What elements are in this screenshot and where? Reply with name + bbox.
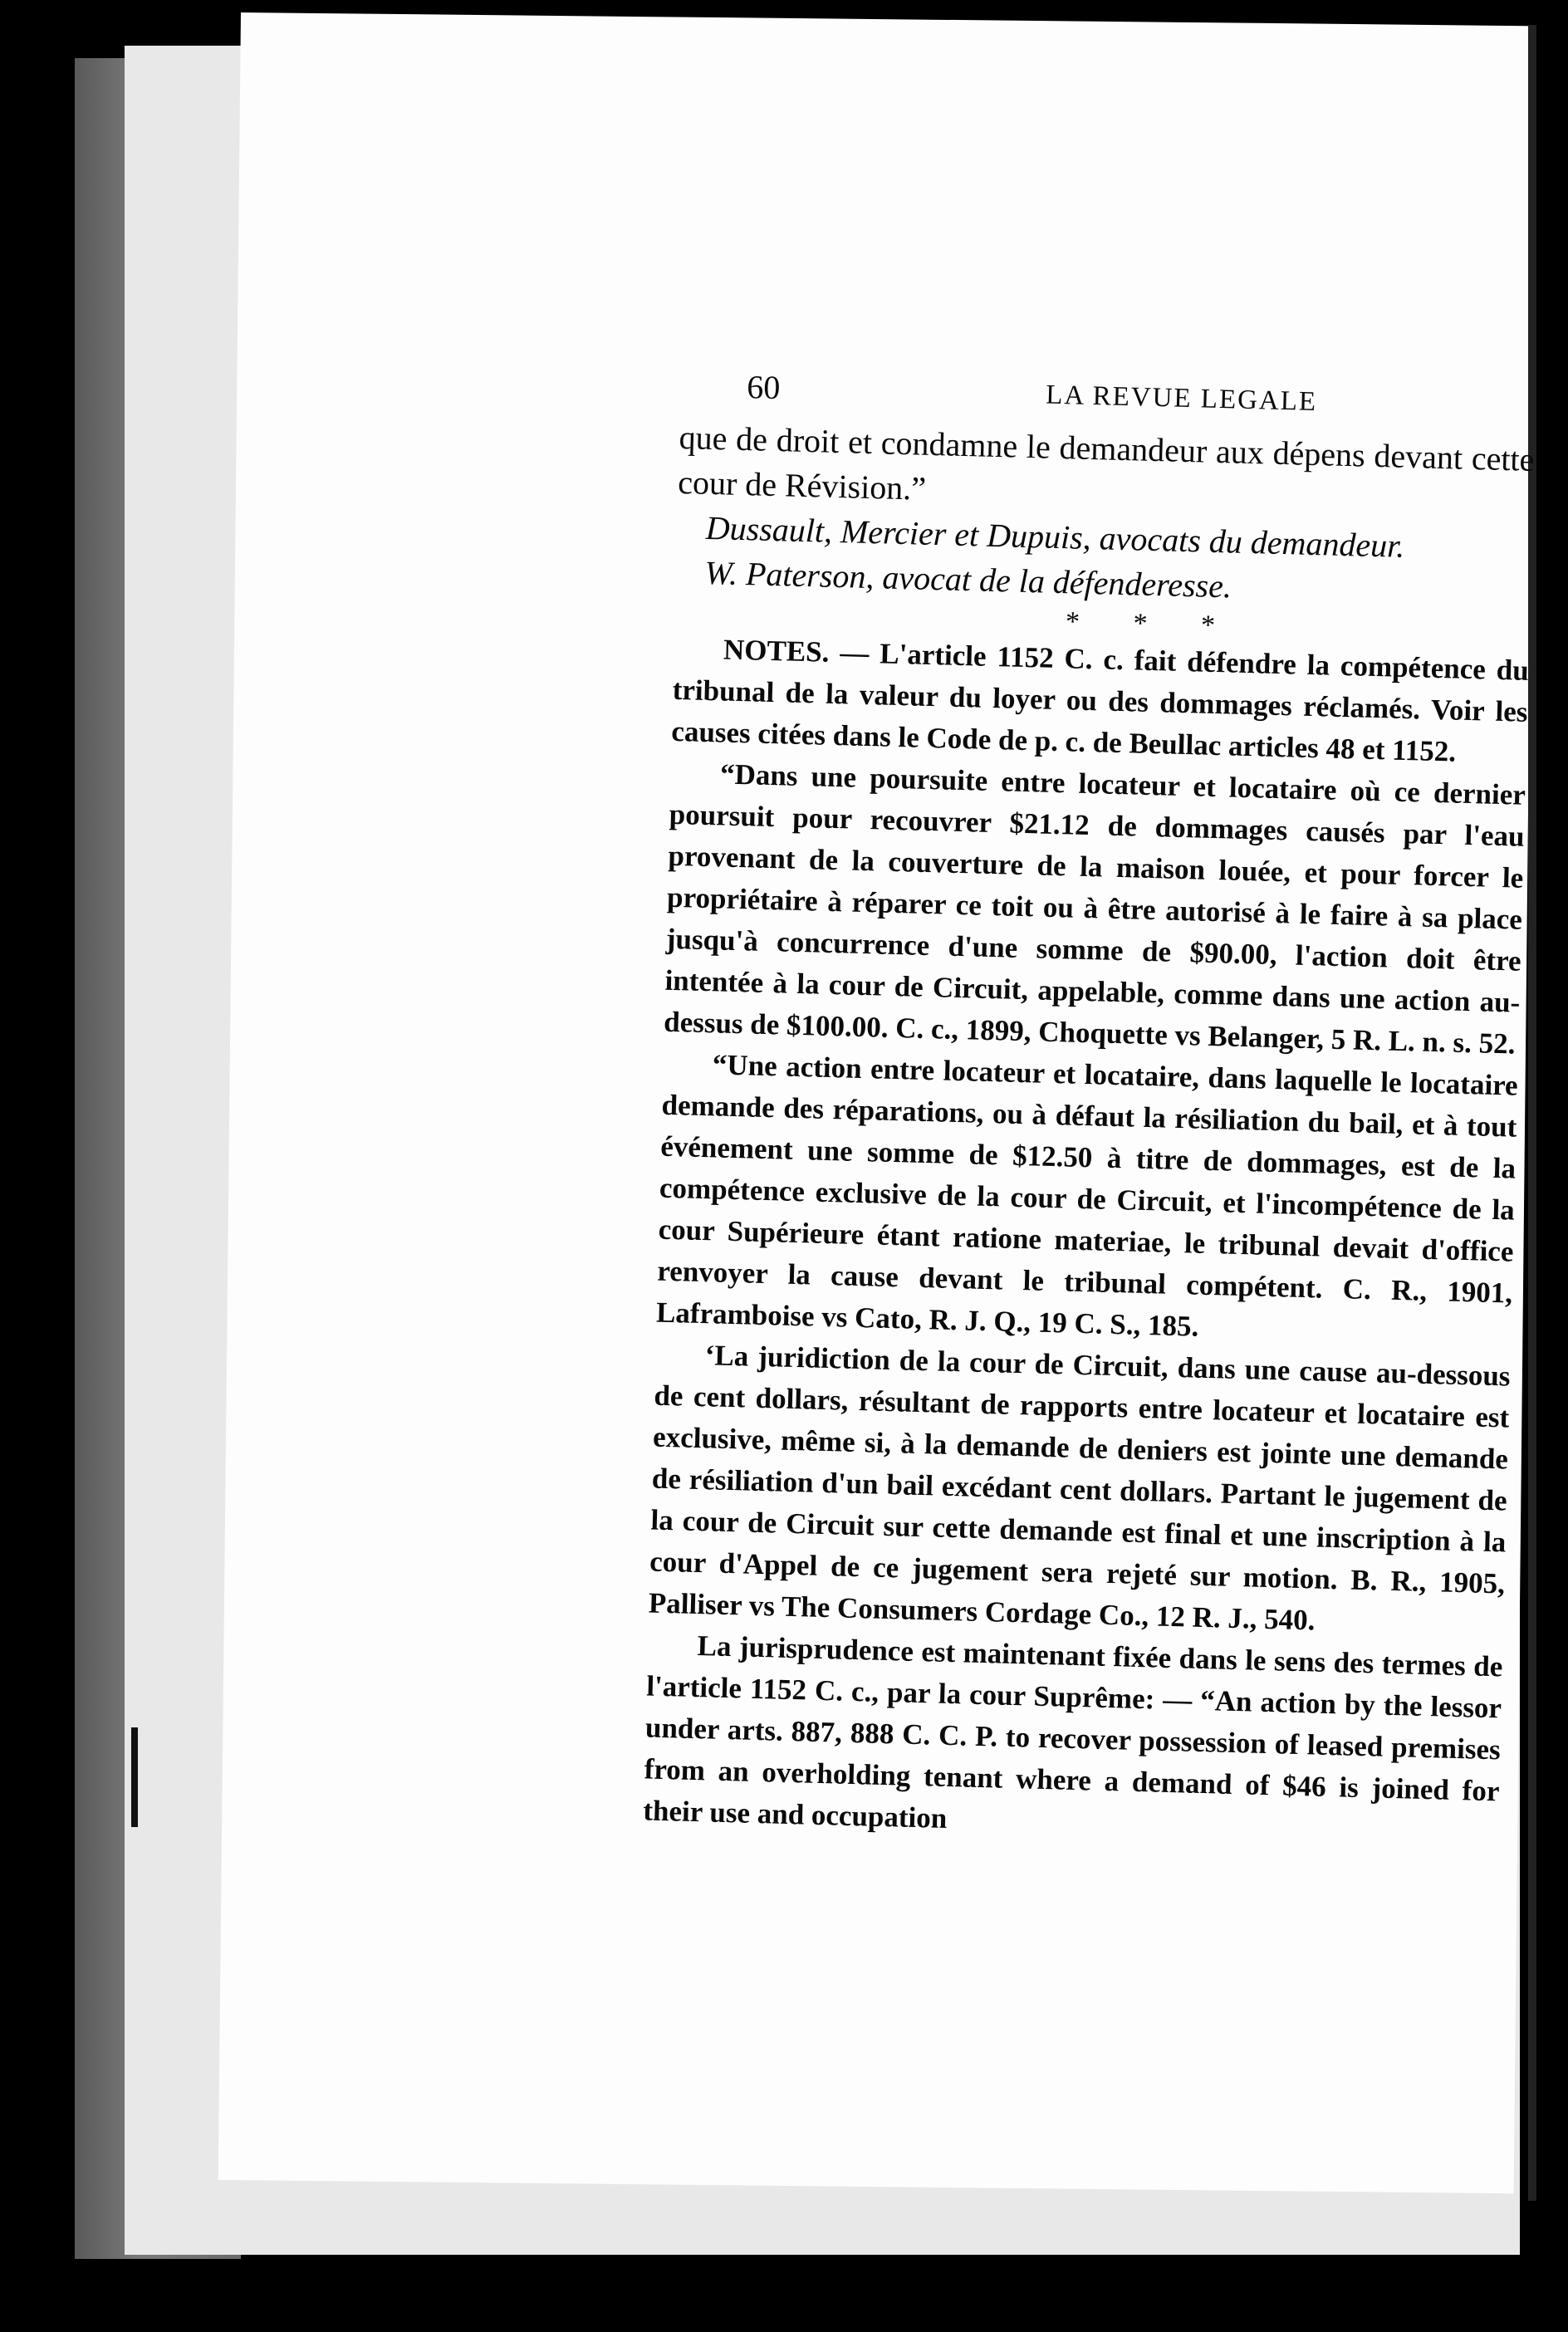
signature-defendant: W. Paterson, avocat de la défenderesse. [703,553,1232,605]
signature-plaintiff: Dussault, Mercier et Dupuis, avocats du demandeur. [705,508,1405,565]
section-separator: * * * [1065,606,1239,642]
notes-paragraph: NOTES. — L'article 1152 C. c. fait défendre la compétence du tribunal de la valeur du loyer ou des dommages réclamés. Voir les causes citées dans le Code de p. c. de Beullac articles 48 et 1152. [670,633,1530,768]
case-paragraph-4: La jurisprudence est maintenant fixée dans le sens des termes de l'article 1152 C. c., par la cour Suprême: — “An action by the lessor under arts. 887, 888 C. C. P. to recover possession of leased premises from an overholding tenant where a demand of $46 is joined for their use and occupation [642,1629,1503,1835]
running-title: LA REVUE LEGALE [1045,380,1318,418]
page-content [643,365,1536,1854]
case-paragraph-3: ‘La juridiction de la cour de Circuit, dans une cause au-dessous de cent dollars, résultant de rapports entre locateur et locataire est exclusive, même si, à la demande de deniers est jointe une demande de résiliation d'un bail excédant cent dollars. Partant le jugement de la cour de Circuit sur cette demande est final et une inscription à la cour d'Appel de ce jugement sera rejeté sur motion. B. R., 1905, Palliser vs The Consumers Cordage Co., 12 R. J., 540. [648,1339,1511,1637]
case-paragraph-2: “Une action entre locateur et locataire, dans laquelle le locataire demande des réparations, ou à défaut la résiliation du bail, et à tout événement une somme de $12.50 à titre de dommages, est de la compétence exclusive de la cour de Circuit, et l'incompétence de la cour Supérieure étant ratione materiae, le tribunal devait d'office renvoyer la cause devant le tribunal compétent. C. R., 1901, Laframboise vs Cato, R. J. Q., 19 C. S., 185. [655,1048,1519,1343]
page-edge-shadow [1528,25,1536,2201]
page-number: 60 [746,368,781,407]
opening-text: que de droit et condamne le demandeur aux dépens devant cette cour de Révision.” [677,418,1535,507]
case-paragraph-1: “Dans une poursuite entre locateur et locataire où ce dernier poursuit pour recouvrer $21.12 de dommages causés par l'eau provenant de la couverture de la maison louée, et pour forcer le propriétaire à réparer ce toit ou à être autorisé à le faire à sa place jusqu'à concurrence d'une somme de $90.00, l'action doit être intentée à la cour de Circuit, appelable, comme dans une action au-dessus de $100.00. C. c., 1899, Choquette vs Belanger, 5 R. L. n. s. 52. [663,757,1526,1061]
gutter-mark [131,1727,138,1827]
